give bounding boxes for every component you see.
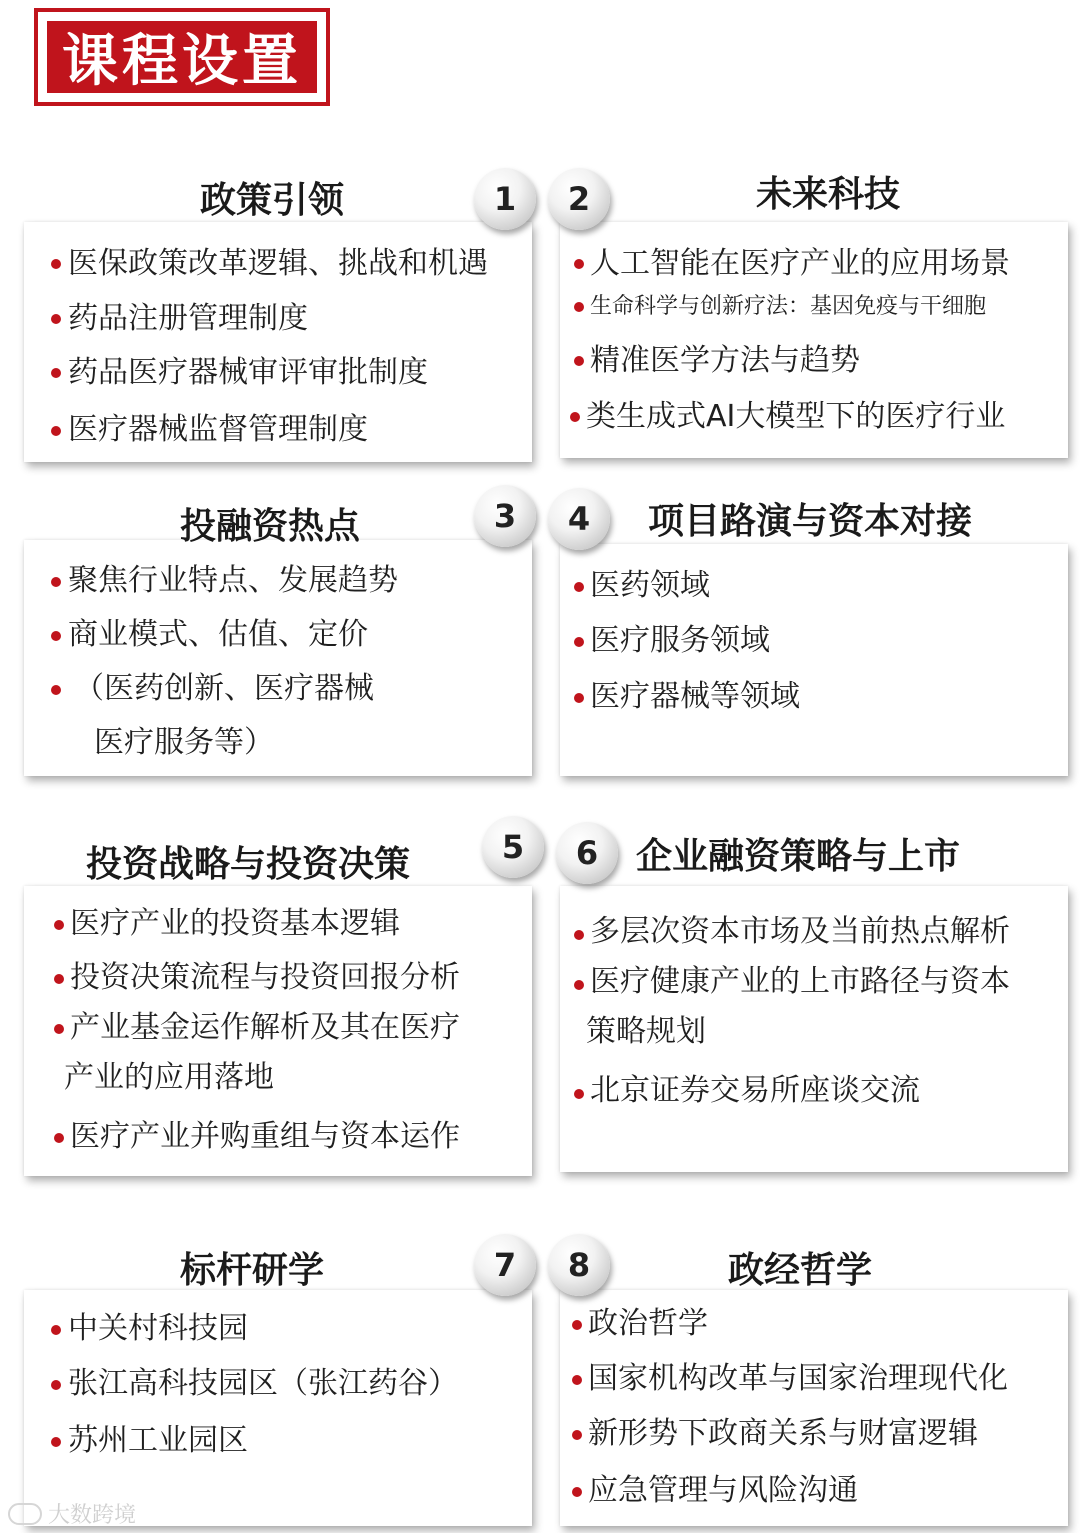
bullet-dot	[54, 974, 64, 984]
bullet-dot	[51, 314, 61, 324]
bullet-dot	[572, 1320, 582, 1330]
list-item: 多层次资本市场及当前热点解析	[590, 914, 1010, 949]
section-number-badge-5: 5	[482, 816, 544, 878]
section-number-badge-7: 7	[474, 1234, 536, 1296]
section-number-badge-8: 8	[548, 1234, 610, 1296]
bullet-dot	[572, 1487, 582, 1497]
section-title-7: 标杆研学	[180, 1250, 325, 1291]
list-item: 药品医疗器械审评审批制度	[68, 355, 428, 390]
bullet-dot	[574, 637, 584, 647]
bullet-dot	[54, 1133, 64, 1143]
watermark	[8, 1498, 136, 1529]
bullet-dot	[574, 693, 584, 703]
list-item: 中关村科技园	[68, 1311, 248, 1346]
list-item: 生命科学与创新疗法：基因免疫与干细胞	[590, 294, 987, 319]
section-title-5: 投资战略与投资决策	[86, 844, 411, 885]
list-item: 药品注册管理制度	[68, 301, 308, 336]
bullet-dot	[574, 980, 584, 990]
list-item: 医疗服务等）	[94, 725, 274, 760]
list-item: 投资决策流程与投资回报分析	[70, 960, 460, 995]
section-number-badge-3: 3	[474, 485, 536, 547]
bullet-dot	[51, 1325, 61, 1335]
list-item: 人工智能在医疗产业的应用场景	[590, 246, 1010, 281]
list-item: 策略规划	[586, 1014, 706, 1049]
list-item: 产业的应用落地	[64, 1060, 274, 1095]
bullet-dot	[574, 259, 584, 269]
bullet-dot	[51, 259, 61, 269]
section-title-4: 项目路演与资本对接	[648, 501, 973, 542]
page-title: 课程设置	[47, 21, 317, 93]
section-number-badge-6: 6	[556, 822, 618, 884]
section-number-badge-2: 2	[548, 168, 610, 230]
bullet-dot	[574, 356, 584, 366]
list-item: 政治哲学	[588, 1306, 708, 1341]
section-title-3: 投融资热点	[180, 506, 361, 547]
list-item: 医疗器械等领域	[590, 679, 800, 714]
list-item: 医保政策改革逻辑、挑战和机遇	[68, 246, 488, 281]
bullet-dot	[51, 631, 61, 641]
bullet-dot	[574, 302, 584, 312]
bullet-dot	[51, 577, 61, 587]
bullet-dot	[572, 1375, 582, 1385]
list-item: 新形势下政商关系与财富逻辑	[588, 1416, 978, 1451]
list-item: 聚焦行业特点、发展趋势	[68, 563, 398, 598]
bullet-dot	[574, 930, 584, 940]
section-title-8: 政经哲学	[728, 1250, 873, 1291]
list-item: 医疗器械监督管理制度	[68, 412, 368, 447]
bullet-dot	[54, 1024, 64, 1034]
list-item: 医疗服务领域	[590, 623, 770, 658]
bullet-dot	[51, 1437, 61, 1447]
bullet-dot	[51, 1380, 61, 1390]
bullet-dot	[54, 920, 64, 930]
bullet-dot	[51, 368, 61, 378]
list-item: 张江高科技园区（张江药谷）	[68, 1366, 458, 1401]
page-title-frame	[34, 8, 330, 106]
list-item: 商业模式、估值、定价	[68, 617, 368, 652]
bullet-dot	[570, 412, 580, 422]
section-title-6: 企业融资策略与上市	[636, 836, 961, 877]
list-item: （医药创新、医疗器械	[74, 671, 374, 706]
list-item: 国家机构改革与国家治理现代化	[588, 1361, 1008, 1396]
list-item: 应急管理与风险沟通	[588, 1473, 858, 1508]
bullet-dot	[574, 582, 584, 592]
list-item: 医疗产业的投资基本逻辑	[70, 906, 400, 941]
bullet-dot	[51, 685, 61, 695]
bullet-dot	[572, 1430, 582, 1440]
list-item: 精准医学方法与趋势	[590, 343, 860, 378]
section-number-badge-1: 1	[474, 168, 536, 230]
list-item: 北京证券交易所座谈交流	[590, 1073, 920, 1108]
list-item: 类生成式AI大模型下的医疗行业	[586, 399, 1006, 434]
list-item: 医疗产业并购重组与资本运作	[70, 1119, 460, 1154]
section-number-badge-4: 4	[548, 488, 610, 550]
bullet-dot	[51, 426, 61, 436]
list-item: 医药领域	[590, 568, 710, 603]
list-item: 产业基金运作解析及其在医疗	[70, 1010, 460, 1045]
list-item: 医疗健康产业的上市路径与资本	[590, 964, 1010, 999]
section-title-2: 未来科技	[756, 174, 901, 215]
watermark-logo-icon	[8, 1503, 42, 1525]
section-title-1: 政策引领	[200, 180, 345, 221]
watermark-text: 大数跨境	[48, 1503, 137, 1528]
list-item: 苏州工业园区	[68, 1423, 248, 1458]
bullet-dot	[574, 1089, 584, 1099]
